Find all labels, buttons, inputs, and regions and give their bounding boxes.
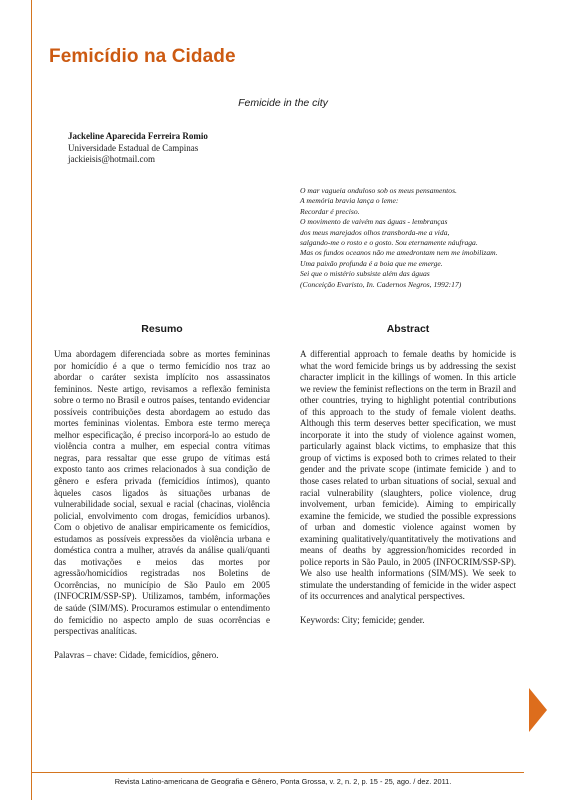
epigraph-line: salgando-me o rosto e o gosto. Sou eternamente náufraga.	[300, 238, 478, 248]
article-subtitle: Femicide in the city	[238, 97, 328, 109]
epigraph-line: Recordar é preciso.	[300, 206, 360, 216]
footer-rule	[31, 772, 524, 773]
next-page-arrow-icon[interactable]	[529, 688, 547, 732]
epigraph-line: A memória bravia lança o leme:	[300, 196, 399, 206]
epigraph-line: Sei que o mistério subsiste além das águas	[300, 269, 430, 279]
resumo-section	[54, 323, 270, 661]
epigraph-line: dos meus marejados olhos transborda-me a vida,	[300, 227, 450, 237]
resumo-heading: Resumo	[141, 323, 183, 335]
article-title: Femicídio na Cidade	[49, 46, 236, 67]
author-email[interactable]: jackieisis@hotmail.com	[68, 154, 156, 164]
left-margin-rule	[31, 0, 32, 800]
resumo-keywords: Palavras – chave: Cidade, femicídios, gênero.	[54, 649, 219, 660]
epigraph-citation: (Conceição Evaristo, In. Cadernos Negros, 1992:17)	[300, 279, 462, 289]
abstract-keywords: Keywords: City; femicide; gender.	[300, 615, 425, 626]
abstract-section	[300, 323, 516, 627]
epigraph	[300, 186, 498, 290]
epigraph-line: O mar vagueia onduloso sob os meus pensamentos.	[300, 186, 457, 195]
journal-footer: Revista Latino-americana de Geografia e Gênero, Ponta Grossa, v. 2, n. 2, p. 15 - 25, ago. / dez. 2011.	[114, 777, 452, 786]
author-block	[68, 131, 208, 166]
epigraph-line: Uma paixão profunda é a boia que me emerge.	[300, 258, 443, 268]
epigraph-line: Mas os fundos oceanos não me amedrontam nem me imobilizam.	[300, 248, 498, 258]
resumo-text: Uma abordagem diferenciada sobre as mortes femininas por homicídio é a que o termo femicídio nos traz ao abordar o caráter sexista implícito nos assassinatos femininos. Neste artigo, revisamos a reflexão feminista sobre o termo no Brasil e outros países, tentando evidenciar possíveis contribuições desta abordagem ao estudo das mortes femininas violentas. Embora este termo mereça melhor especificação, é preciso incorporá-lo ao estudo de violência contra a mulher, em especial contra vítimas negras, para ressaltar que esse grupo de vítimas está exposto tanto aos crimes relacionados à sua condição de gênero e esfera privada (femicídios íntimos), quanto àqueles casos ligados às situações urbanas de vulnerabilidade social, sexual e racial (chacinas, violência policial, envolvimento com drogas, femicídios urbanos). Com o objetivo de analisar empiricamente os femicídios, estudamos as possíveis expressões da violência urbana e doméstica contra a mulher, através da análise quali/quanti das motivações e meios das mortes por agressão/homicídios registradas nos Boletins de Ocorrências, no município de São Paulo em 2005 (INFOCRIM/SSP-SP). Utilizamos, também, informações de saúde (SIM/MS). Procuramos estimular o entendimento do femicídio no aspecto amplo de suas ocorrências e perspectivas analíticas.	[54, 349, 270, 637]
abstract-heading: Abstract	[386, 323, 430, 335]
author-name: Jackeline Aparecida Ferreira Romio	[68, 131, 208, 141]
abstract-text: A differential approach to female deaths by homicide is what the word femicide brings us by addressing the sexist character implicit in the killings of women. In this article we review the feminist reflections on the term in Brazil and other countries, trying to highlight potential contributions of this approach to the study of female violent deaths. Although this term deserves better specification, we must incorporate it into the study of violence against women, particularly against black victims, to emphasize that this group of victims is exposed both to crimes related to their gender and the private scope (intimate femicide ) and to those cases related to urban situations of social, sexual and racial vulnerability (slaughters, police violence, drug involvement, urban femicide). Aiming to empirically examine the femicide, we studied the possible expressions of urban and domestic violence against women by examining qualitatively/quantitatively the motivations and means of deaths by aggression/homicides recorded in police reports in São Paulo, in 2005 (INFOCRIM/SSP-SP). We also use health informations (SIM/MS). We seek to stimulate the understanding of femicide in the wider aspect of its occurrences and analytical perspectives.	[300, 349, 516, 602]
author-affiliation: Universidade Estadual de Campinas	[68, 142, 199, 153]
epigraph-line: O movimento de vaivém nas águas - lembranças	[300, 217, 448, 227]
